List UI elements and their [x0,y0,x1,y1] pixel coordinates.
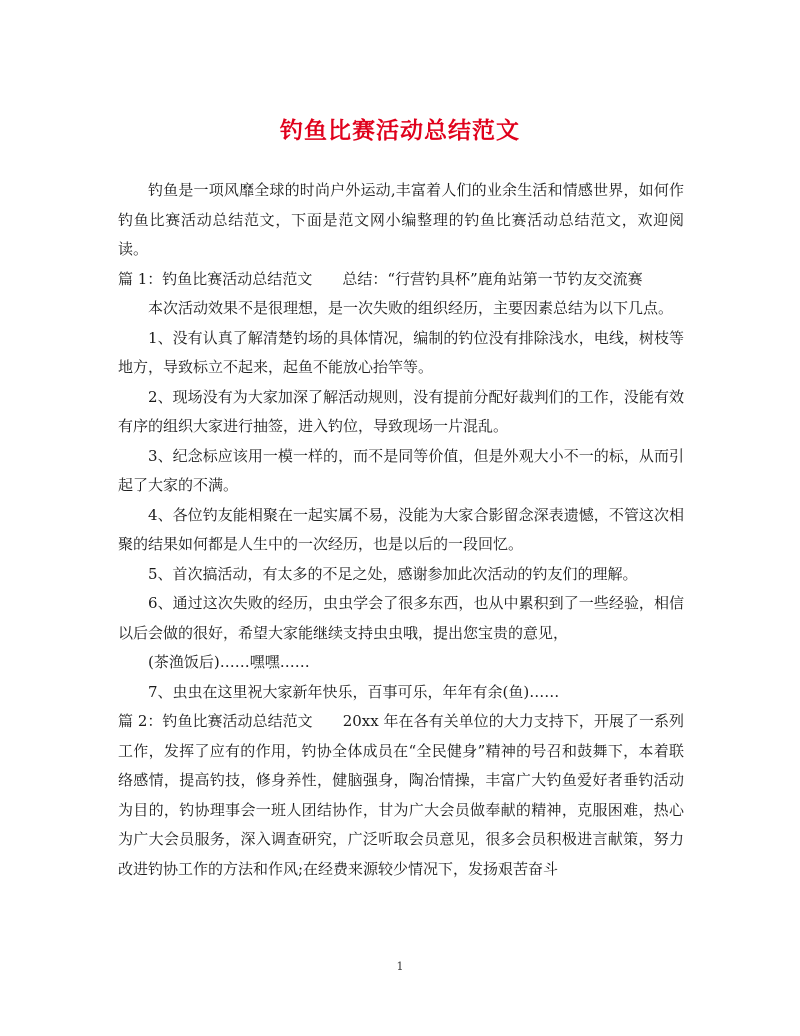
point-7: 7、虫虫在这里祝大家新年快乐，百事可乐，年年有余(鱼)…… [148,682,560,701]
section-1-summary: 本次活动效果不是很理想，是一次失败的组织经历，主要因素总结为以下几点。 [148,299,674,317]
intro-paragraph: 钓鱼是一项风靡全球的时尚户外运动,丰富着人们的业余生活和情感世界，如何作钓鱼比赛活动总结范文，下面是范文网小编整理的钓鱼比赛活动总结范文，欢迎阅读。 [118,181,684,258]
point-1: 1、没有认真了解清楚钓场的具体情况，编制的钓位没有排除浅水，电线，树枝等地方，导致标立不起来，起鱼不能放心抬竿等。 [118,328,684,376]
page-number: 1 [396,960,404,973]
point-4: 4、各位钓友能相聚在一起实属不易，没能为大家合影留念深表遗憾，不管这次相聚的结果如何都是人生中的一次经历，也是以后的一段回忆。 [118,505,684,553]
point-6: 6、通过这次失败的经历，虫虫学会了很多东西，也从中累积到了一些经验，相信以后会做的很好，希望大家能继续支持虫虫哦，提出您宝贵的意见， [118,594,684,642]
document-title: 钓鱼比赛活动总结范文 [280,117,520,144]
point-3: 3、纪念标应该用一模一样的，而不是同等价值，但是外观大小不一的标，从而引起了大家的不满。 [118,446,684,494]
section-2-paragraph: 篇 2：钓鱼比赛活动总结范文 20xx 年在各有关单位的大力支持下，开展了一系列工作，发挥了应有的作用，钓协全体成员在“全民健身”精神的号召和鼓舞下，本着联络感情，提高钓技，修身养性，健脑强身，陶冶情操，丰富广大钓鱼爱好者垂钓活动为目的，钓协理事会一班人团结协作，甘为广大会员做奉献的精神，克服困难，热心为广大会员服务，深入调查研究，广泛听取会员意见，很多会员积极进言献策，努力改进钓协工作的方法和作风;在经费来源较少情况下，发扬艰苦奋斗 [118,712,684,878]
section-1-heading: 篇 1：钓鱼比赛活动总结范文 总结：“行营钓具杯”鹿角站第一节钓友交流赛 [118,269,643,288]
document-body [118,176,684,884]
point-2: 2、现场没有为大家加深了解活动规则，没有提前分配好裁判们的工作，没能有效有序的组织大家进行抽签，进入钓位，导致现场一片混乱。 [118,387,684,435]
point-5: 5、首次搞活动，有太多的不足之处，感谢参加此次活动的钓友们的理解。 [148,564,638,583]
point-6-aside: (茶渔饭后)……嘿嘿…… [148,653,310,671]
